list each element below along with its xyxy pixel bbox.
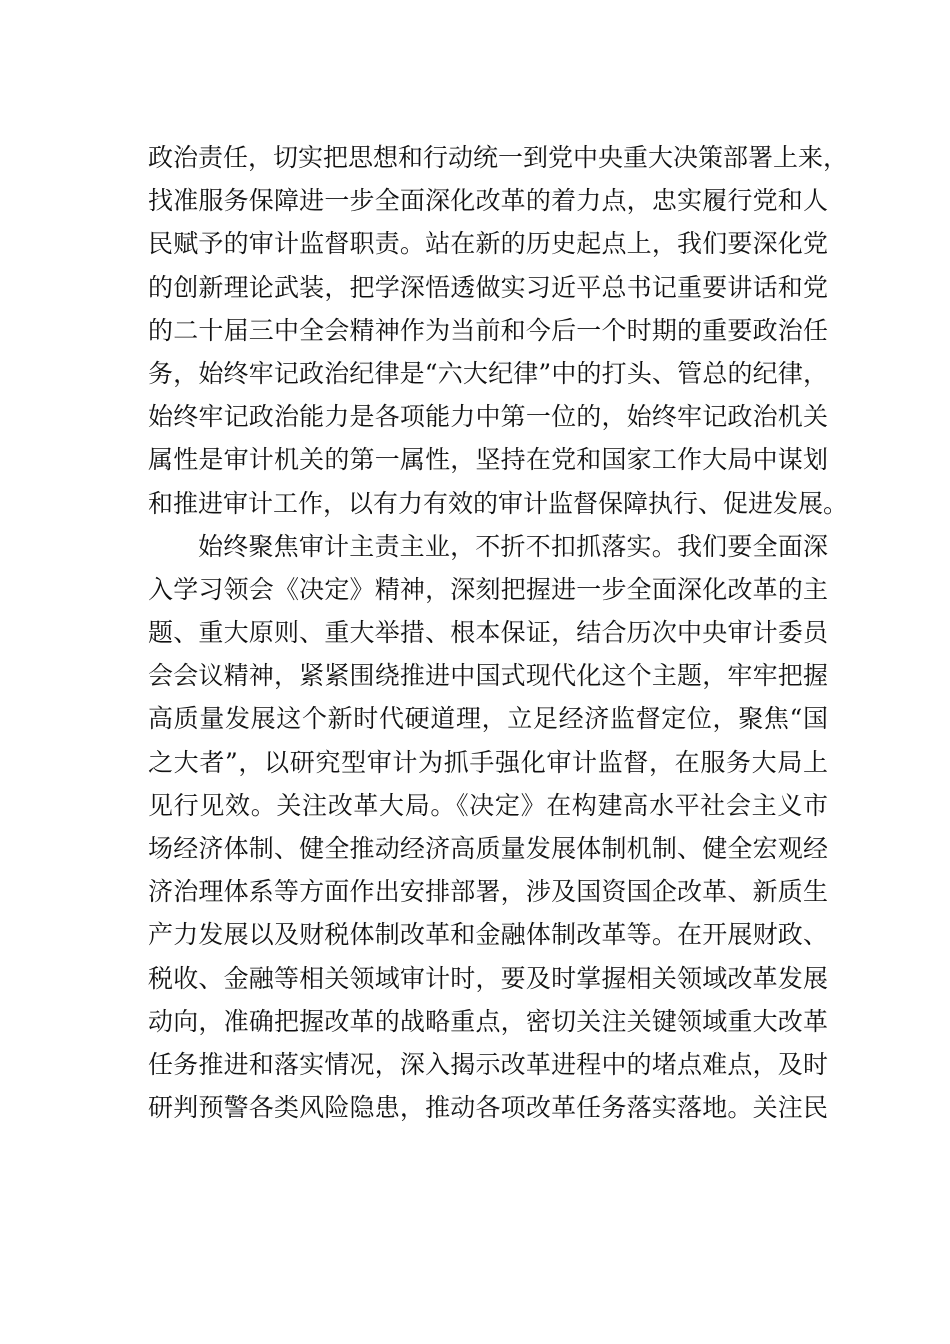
text-line: 研判预警各类风险隐患，推动各项改革任务落实落地。关注民	[148, 1093, 828, 1123]
text-line: 产力发展以及财税体制改革和金融体制改革等。在开展财政、	[148, 920, 828, 950]
text-line: 的二十届三中全会精神作为当前和今后一个时期的重要政治任	[148, 315, 828, 345]
text-line: 始终聚焦审计主责主业，不折不扣抓落实。我们要全面深	[198, 531, 828, 561]
text-line: 找准服务保障进一步全面深化改革的着力点，忠实履行党和人	[148, 186, 828, 216]
paragraph-2	[148, 525, 828, 1130]
text-line: 的创新理论武装，把学深悟透做实习近平总书记重要讲话和党	[148, 272, 828, 302]
text-line: 民赋予的审计监督职责。站在新的历史起点上，我们要深化党	[148, 229, 828, 259]
text-line: 始终牢记政治能力是各项能力中第一位的，始终牢记政治机关	[148, 402, 828, 432]
text-line: 济治理体系等方面作出安排部署，涉及国资国企改革、新质生	[148, 877, 828, 907]
text-line: 题、重大原则、重大举措、根本保证，结合历次中央审计委员	[148, 618, 828, 648]
document-body	[148, 136, 849, 1129]
text-line: 政治责任，切实把思想和行动统一到党中央重大决策部署上来，	[148, 143, 849, 172]
text-line: 高质量发展这个新时代硬道理，立足经济监督定位，聚焦“国	[148, 704, 828, 734]
text-line: 会会议精神，紧紧围绕推进中国式现代化这个主题，牢牢把握	[148, 661, 828, 691]
text-line: 和推进审计工作，以有力有效的审计监督保障执行、促进发展。	[148, 488, 849, 518]
text-line: 之大者”，以研究型审计为抓手强化审计监督，在服务大局上	[148, 747, 828, 777]
paragraph-1	[148, 136, 849, 525]
text-line: 任务推进和落实情况，深入揭示改革进程中的堵点难点，及时	[148, 1049, 828, 1079]
text-line: 属性是审计机关的第一属性，坚持在党和国家工作大局中谋划	[148, 445, 828, 475]
text-line: 动向，准确把握改革的战略重点，密切关注关键领域重大改革	[148, 1006, 828, 1036]
text-line: 务，始终牢记政治纪律是“六大纪律”中的打头、管总的纪律，	[148, 358, 828, 388]
text-line: 税收、金融等相关领域审计时，要及时掌握相关领域改革发展	[148, 963, 828, 993]
text-line: 入学习领会《决定》精神，深刻把握进一步全面深化改革的主	[148, 574, 828, 604]
text-line: 见行见效。关注改革大局。《决定》在构建高水平社会主义市	[148, 790, 828, 820]
text-line: 场经济体制、健全推动经济高质量发展体制机制、健全宏观经	[148, 834, 828, 863]
